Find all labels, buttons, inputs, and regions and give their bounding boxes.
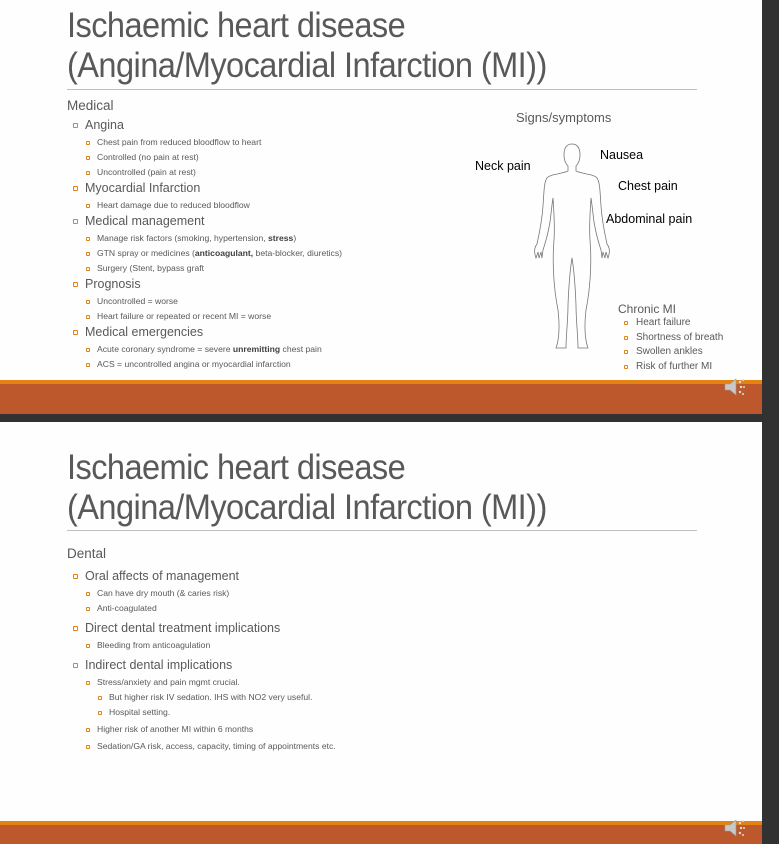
item-label: Medical management: [85, 214, 205, 228]
list-item: [67, 296, 342, 307]
list-item: [67, 117, 342, 133]
item-label: Chest pain from reduced bloodflow to heart: [97, 137, 262, 147]
item-label: Risk of further MI: [636, 360, 713, 372]
list-item: [67, 620, 397, 636]
list-item: [67, 640, 397, 651]
list-item: [67, 152, 342, 163]
bullet-icon: [73, 186, 78, 191]
item-label: Heart damage due to reduced bloodflow: [97, 200, 250, 210]
item-label: Can have dry mouth (& caries risk): [97, 588, 230, 598]
bullet-icon: [86, 363, 90, 367]
item-text: chest pain: [280, 344, 322, 354]
chronic-mi-box: [618, 302, 723, 374]
slide-medical: [0, 0, 762, 414]
bullet-icon: [98, 711, 102, 715]
list-item: [618, 360, 723, 375]
item-label: Bleeding from anticoagulation: [97, 640, 211, 650]
speaker-icon[interactable]: [722, 376, 748, 398]
bullet-icon: [73, 282, 78, 287]
slide-title: [67, 6, 662, 86]
list-item: [67, 568, 397, 584]
bullet-icon: [86, 607, 90, 611]
speaker-icon[interactable]: [722, 817, 748, 839]
bullet-icon: [86, 237, 90, 241]
item-label: Surgery (Stent, bypass graft: [97, 263, 204, 273]
title-divider: [67, 89, 697, 90]
title-line-1: Ischaemic heart disease: [67, 6, 406, 45]
bullet-icon: [73, 219, 78, 224]
item-emphasis: stress: [268, 233, 294, 243]
bullet-icon: [98, 696, 102, 700]
list-item: [67, 741, 397, 752]
list-item: [67, 233, 342, 244]
bullet-icon: [86, 141, 90, 145]
bullet-icon: [86, 300, 90, 304]
list-item: [67, 324, 342, 340]
bullet-icon: [73, 330, 78, 335]
bullet-icon: [86, 348, 90, 352]
slide-title: [67, 448, 662, 528]
item-label: But higher risk IV sedation. IHS with NO2 very useful.: [109, 692, 313, 702]
item-label: Hospital setting.: [109, 707, 171, 717]
footer-bar: [0, 825, 762, 844]
item-label: Uncontrolled (pain at rest): [97, 167, 196, 177]
list-item: [67, 263, 342, 274]
item-label: Uncontrolled = worse: [97, 296, 178, 306]
list-item: [618, 331, 723, 346]
section-heading: Dental: [67, 546, 107, 561]
bullet-icon: [86, 315, 90, 319]
bullet-icon: [86, 204, 90, 208]
item-label: Shortness of breath: [636, 331, 724, 343]
bullet-icon: [73, 574, 78, 579]
item-label: Anti-coagulated: [97, 603, 157, 613]
label-chest-pain: Chest pain: [618, 179, 678, 193]
item-label: Medical emergencies: [85, 325, 204, 339]
item-label: Heart failure or repeated or recent MI = worse: [97, 311, 272, 321]
item-label: Stress/anxiety and pain mgmt crucial.: [97, 677, 240, 687]
human-body-outline-icon: [528, 140, 616, 355]
list-item: [67, 359, 342, 370]
bullet-icon: [86, 745, 90, 749]
bullet-icon: [73, 663, 78, 668]
list-item: [67, 692, 397, 703]
list-item: [67, 276, 342, 292]
title-line-1: Ischaemic heart disease: [67, 448, 406, 487]
list-item: [67, 248, 342, 259]
list-item: [67, 588, 397, 599]
bullet-icon: [624, 336, 628, 340]
slide-dental: [0, 422, 762, 844]
label-abdominal-pain: Abdominal pain: [606, 212, 693, 226]
label-neck-pain: Neck pain: [475, 159, 531, 173]
list-item: [67, 724, 397, 735]
item-text: GTN spray or medicines (: [97, 248, 195, 258]
chronic-mi-title: Chronic MI: [618, 302, 677, 316]
bullet-icon: [86, 156, 90, 160]
bullet-icon: [624, 350, 628, 354]
title-divider: [67, 530, 697, 531]
item-emphasis: anticoagulant,: [194, 248, 254, 258]
item-label: Oral affects of management: [85, 569, 240, 583]
footer-bar: [0, 384, 762, 414]
item-label: Direct dental treatment implications: [85, 621, 281, 635]
item-label: Myocardial Infarction: [85, 181, 201, 195]
bullet-icon: [86, 592, 90, 596]
item-label: Angina: [85, 118, 124, 132]
list-item: [67, 677, 397, 688]
bullet-icon: [86, 681, 90, 685]
item-label: Indirect dental implications: [85, 658, 233, 672]
item-text: ): [293, 233, 297, 243]
list-item: [618, 345, 723, 360]
item-label: Heart failure: [636, 317, 691, 328]
item-label: Sedation/GA risk, access, capacity, timing of appointments etc.: [97, 741, 336, 751]
bullet-icon: [86, 728, 90, 732]
bullet-icon: [86, 171, 90, 175]
list-item: [67, 200, 342, 211]
list-item: [67, 707, 397, 718]
bullet-icon: [86, 267, 90, 271]
list-item: [67, 603, 397, 614]
item-label: Prognosis: [85, 277, 141, 291]
item-label: ACS = uncontrolled angina or myocardial infarction: [97, 359, 291, 369]
bullet-icon: [86, 644, 90, 648]
list-item: [67, 344, 342, 355]
title-line-2: (Angina/Myocardial Infarction (MI)): [67, 46, 547, 85]
list-item: [67, 657, 397, 673]
list-item: [67, 213, 342, 229]
item-label: Higher risk of another MI within 6 months: [97, 724, 254, 734]
item-label: Swollen ankles: [636, 346, 703, 357]
item-text: Manage risk factors (smoking, hypertension,: [97, 233, 268, 243]
bullet-icon: [624, 365, 628, 369]
list-item: [67, 180, 342, 196]
list-item: [67, 167, 342, 178]
list-item: [67, 311, 342, 322]
item-label: Controlled (no pain at rest): [97, 152, 199, 162]
dental-bullet-list: [67, 566, 397, 752]
item-text: Acute coronary syndrome = severe: [97, 344, 233, 354]
signs-symptoms-title: Signs/symptoms: [516, 110, 612, 125]
bullet-icon: [86, 252, 90, 256]
section-heading: Medical: [67, 98, 114, 113]
list-item: [618, 316, 723, 331]
item-text: beta-blocker, diuretics): [253, 248, 343, 258]
label-nausea: Nausea: [600, 148, 644, 162]
bullet-icon: [73, 123, 78, 128]
medical-bullet-list: [67, 115, 342, 370]
title-line-2: (Angina/Myocardial Infarction (MI)): [67, 488, 547, 527]
bullet-icon: [624, 321, 628, 325]
list-item: [67, 137, 342, 148]
bullet-icon: [73, 626, 78, 631]
item-emphasis: unremitting: [232, 344, 281, 354]
